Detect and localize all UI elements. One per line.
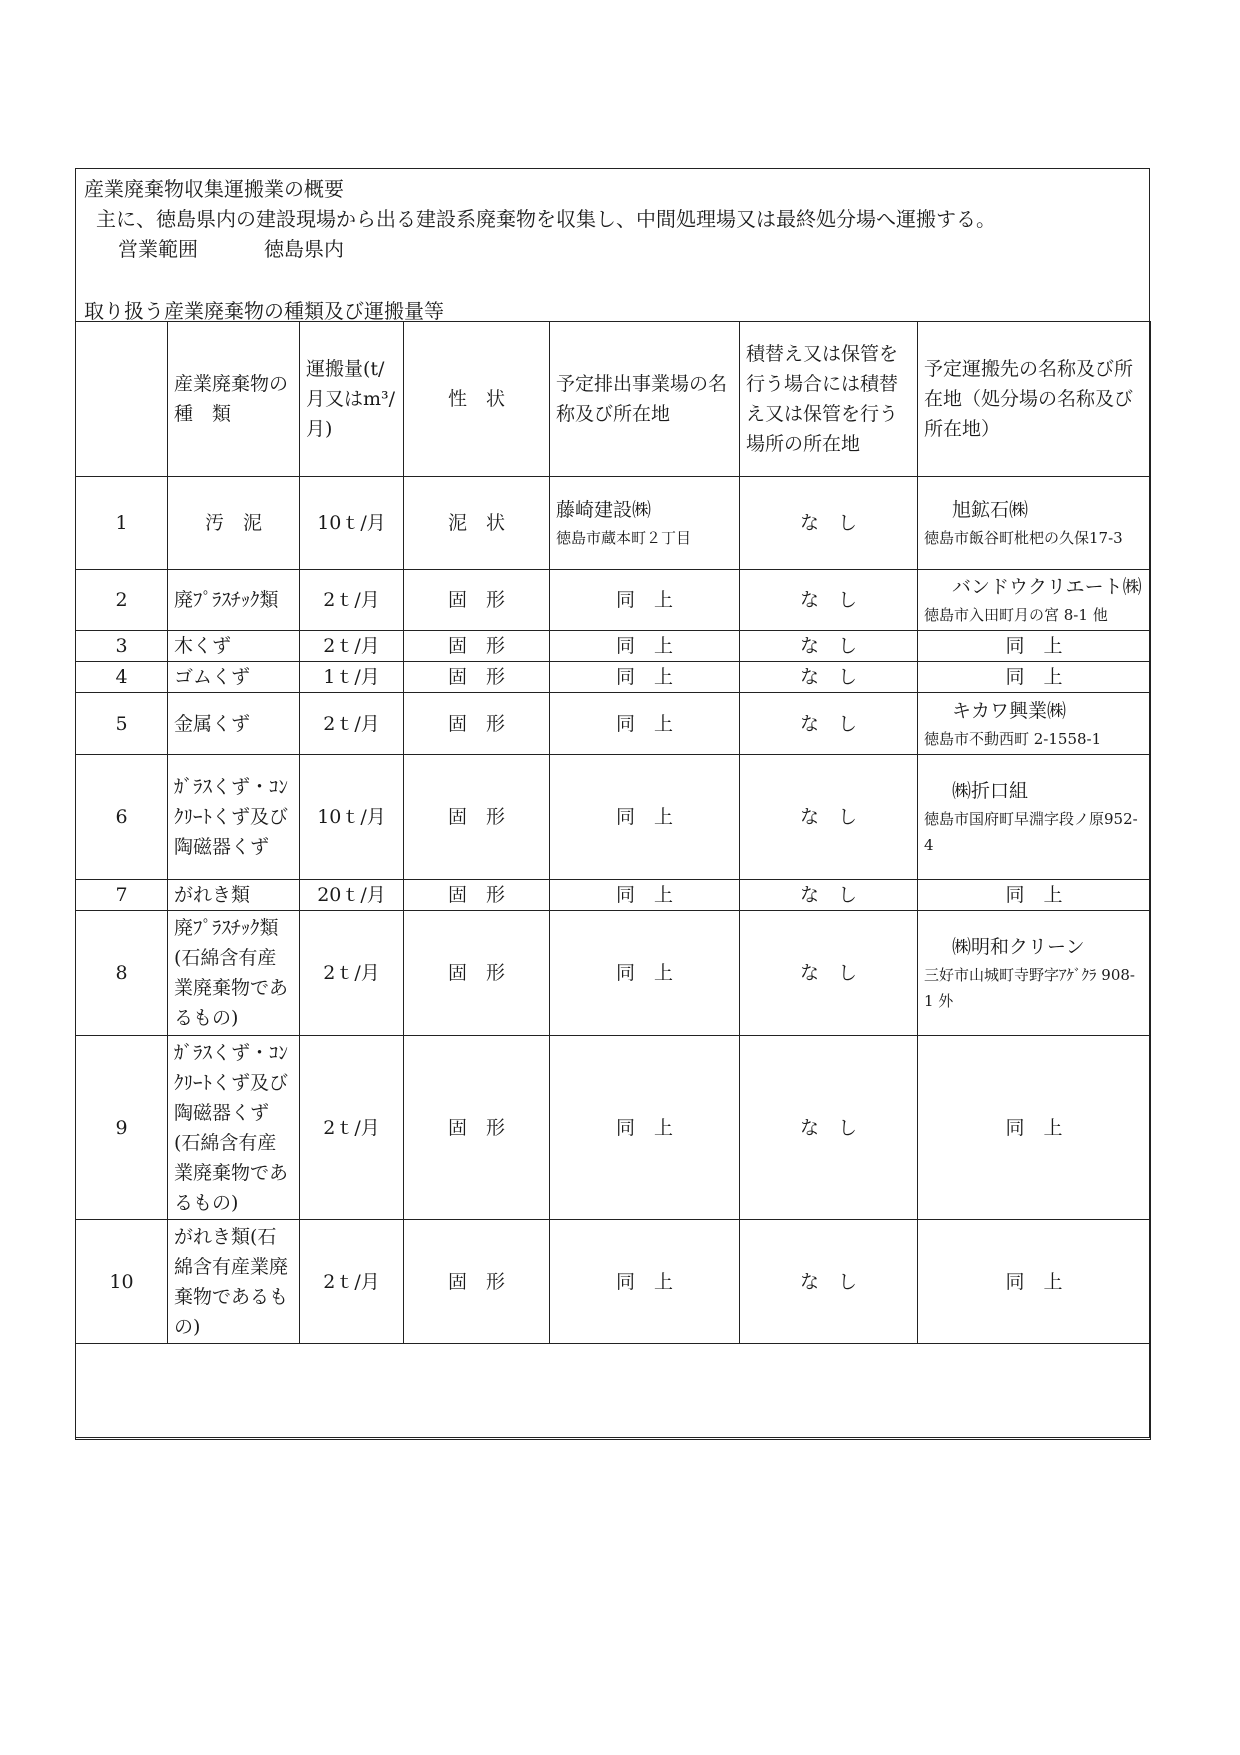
cell-storage: な し [740,631,918,662]
cell-amount: 10ｔ/月 [300,477,404,570]
destination-name: キカワ興業㈱ [952,699,1067,722]
cell-storage: な し [740,570,918,631]
cell-type: 廃ﾌﾟﾗｽﾁｯｸ類 [168,570,300,631]
cell-storage: な し [740,693,918,755]
cell-property: 固 形 [404,880,550,911]
cell-destination [918,911,1151,1036]
cell-storage: な し [740,662,918,693]
cell-no: 7 [76,880,168,911]
cell-no: 2 [76,570,168,631]
cell-no: 3 [76,631,168,662]
table-header-row [76,322,1151,477]
cell-property: 固 形 [404,631,550,662]
cell-type: 木くず [168,631,300,662]
table-row [76,631,1151,662]
table-footer-row [76,1344,1151,1440]
cell-destination: 同 上 [918,1220,1151,1344]
cell-property: 泥 状 [404,477,550,570]
cell-type: がれき類(石綿含有産業廃棄物であるもの) [168,1220,300,1344]
intro-title: 産業廃棄物収集運搬業の概要 [84,177,344,201]
cell-type: ゴムくず [168,662,300,693]
cell-destination [918,693,1151,755]
cell-property: 固 形 [404,570,550,631]
area-label: 営業範囲 [118,237,198,261]
cell-no: 6 [76,755,168,880]
table-row [76,662,1151,693]
cell-storage: な し [740,477,918,570]
cell-destination [918,755,1151,880]
table-row [76,1036,1151,1220]
cell-storage: な し [740,1220,918,1344]
intro-section [76,169,1149,321]
destination-address: 徳島市飯谷町枇杷の久保17-3 [924,529,1123,547]
cell-source: 同 上 [550,1220,740,1344]
destination-address: 徳島市不動西町 2-1558-1 [924,729,1102,748]
table-row [76,880,1151,911]
cell-storage: な し [740,880,918,911]
cell-type: 金属くず [168,693,300,755]
cell-amount: 2ｔ/月 [300,1220,404,1344]
cell-property: 固 形 [404,662,550,693]
cell-destination: 同 上 [918,880,1151,911]
destination-name: ㈱折口組 [952,780,1029,802]
cell-source [550,477,740,570]
cell-storage: な し [740,1036,918,1220]
table-row [76,755,1151,880]
cell-type: ｶﾞﾗｽくず・ｺﾝｸﾘｰﾄくず及び陶磁器くず(石綿含有産業廃棄物であるもの) [168,1036,300,1220]
cell-no: 4 [76,662,168,693]
cell-type: ｶﾞﾗｽくず・ｺﾝｸﾘｰﾄくず及び陶磁器くず [168,755,300,880]
cell-type: 汚 泥 [168,477,300,570]
cell-source: 同 上 [550,693,740,755]
destination-address: 徳島市入田町月の宮 8-1 他 [924,606,1108,624]
cell-property: 固 形 [404,911,550,1036]
cell-amount: 2ｔ/月 [300,911,404,1036]
cell-source: 同 上 [550,880,740,911]
cell-amount: 2ｔ/月 [300,631,404,662]
cell-amount: 2ｔ/月 [300,570,404,631]
table-row [76,570,1151,631]
cell-property: 固 形 [404,693,550,755]
cell-destination: 同 上 [918,1036,1151,1220]
cell-amount: 10ｔ/月 [300,755,404,880]
destination-name: バンドウクリエート㈱ [952,576,1142,598]
cell-no: 5 [76,693,168,755]
cell-no: 9 [76,1036,168,1220]
source-address: 徳島市蔵本町２丁目 [556,529,692,547]
cell-source: 同 上 [550,662,740,693]
table-row [76,477,1151,570]
waste-table [75,321,1151,1440]
cell-property: 固 形 [404,1036,550,1220]
cell-no: 10 [76,1220,168,1344]
destination-name: 旭鉱石㈱ [952,499,1029,521]
cell-destination: 同 上 [918,662,1151,693]
source-name: 藤崎建設㈱ [556,499,652,521]
cell-amount: 2ｔ/月 [300,1036,404,1220]
cell-amount: 20ｔ/月 [300,880,404,911]
cell-no: 8 [76,911,168,1036]
table-row [76,693,1151,755]
destination-address: 三好市山城町寺野字ｱｹﾞｸﾗ 908-1 外 [924,966,1135,1010]
cell-source: 同 上 [550,1036,740,1220]
header-no [76,322,168,477]
document-frame [75,168,1150,1438]
area-value: 徳島県内 [264,237,344,261]
footer-cell [76,1344,1151,1440]
cell-type: 廃ﾌﾟﾗｽﾁｯｸ類(石綿含有産業廃棄物であるもの) [168,911,300,1036]
table-row [76,1220,1151,1344]
intro-summary: 主に、徳島県内の建設現場から出る建設系廃棄物を収集し、中間処理場又は最終処分場へ運搬する。 [96,207,996,231]
cell-property: 固 形 [404,755,550,880]
header-type: 産業廃棄物の 種 類 [168,322,300,477]
cell-amount: 2ｔ/月 [300,693,404,755]
header-amount: 運搬量(t/月又はm³/月) [300,322,404,477]
cell-destination [918,477,1151,570]
cell-destination: 同 上 [918,631,1151,662]
cell-property: 固 形 [404,1220,550,1344]
cell-source: 同 上 [550,570,740,631]
destination-name: ㈱明和クリーン [952,936,1085,958]
header-property: 性 状 [404,322,550,477]
table-heading: 取り扱う産業廃棄物の種類及び運搬量等 [84,299,444,323]
header-destination: 予定運搬先の名称及び所在地（処分場の名称及び所在地） [918,322,1151,477]
cell-type: がれき類 [168,880,300,911]
cell-no: 1 [76,477,168,570]
cell-storage: な し [740,911,918,1036]
cell-source: 同 上 [550,911,740,1036]
cell-source: 同 上 [550,631,740,662]
cell-storage: な し [740,755,918,880]
cell-source: 同 上 [550,755,740,880]
cell-amount: 1ｔ/月 [300,662,404,693]
destination-address: 徳島市国府町早淵字段ノ原952-4 [924,810,1138,854]
table-row [76,911,1151,1036]
header-source: 予定排出事業場の名称及び所在地 [550,322,740,477]
cell-destination [918,570,1151,631]
header-storage: 積替え又は保管を行う場合には積替え又は保管を行う場所の所在地 [740,322,918,477]
